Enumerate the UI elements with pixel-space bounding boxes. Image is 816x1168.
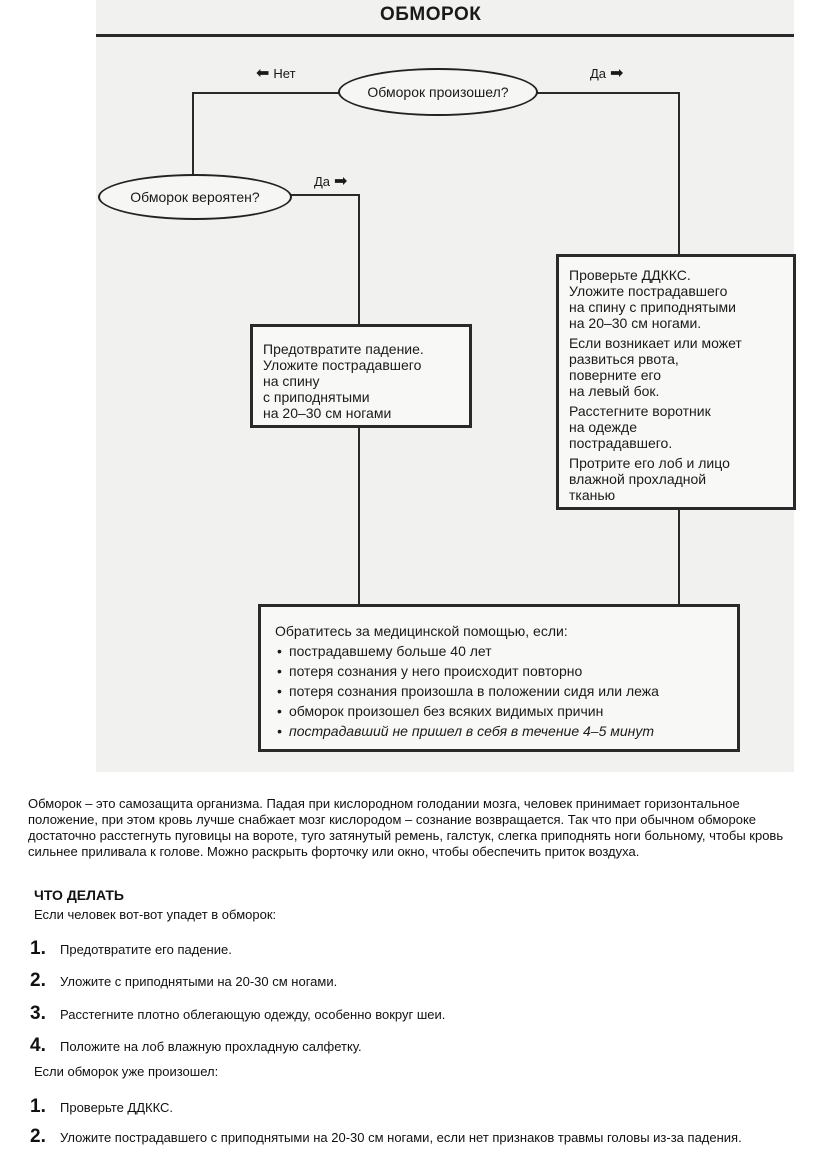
yes-label: Да ➡ (590, 64, 624, 82)
flowchart-title: ОБМОРОК (380, 4, 482, 25)
before-fainting-intro: Если человек вот-вот упадет в обморок: (34, 907, 277, 922)
connector-no-horizontal (192, 92, 342, 94)
before-step-4: 4. Положите на лоб влажную прохладную салфетку. (30, 1035, 362, 1056)
question-probable-oval: Обморок вероятен? (98, 174, 292, 220)
section-heading: ЧТО ДЕЛАТЬ (34, 887, 124, 903)
after-fainting-intro: Если обморок уже произошел: (34, 1064, 219, 1079)
prevent-fall-box: Предотвратите падение. Уложите пострадавшего на спину с приподнятыми на 20–30 см ногами (250, 324, 472, 428)
title-rule (96, 34, 794, 37)
no-label: ⬅ Нет (256, 64, 296, 82)
connector-check-down (678, 508, 680, 604)
connector-yes-vertical (678, 92, 680, 254)
after-step-1: 1. Проверьте ДДККС. (30, 1096, 174, 1117)
connector-prevent-down (358, 426, 360, 604)
medical-item: • обморок произошел без всяких видимых причин (275, 701, 723, 721)
after-step-2: 2. Уложите пострадавшего с приподнятыми на 20-30 см ногами, если нет признаков травмы головы из-за падения. (30, 1126, 742, 1147)
connector-probable-right (286, 194, 360, 196)
arrow-right-icon: ➡ (610, 64, 624, 82)
arrow-right-icon: ➡ (334, 172, 348, 190)
connector-probable-down (358, 194, 360, 324)
before-step-3: 3. Расстегните плотно облегающую одежду, особенно вокруг шеи. (30, 1003, 446, 1024)
question-occurred-oval: Обморок произошел? (338, 68, 538, 116)
connector-no-vertical (192, 92, 194, 184)
medical-item: • пострадавшему больше 40 лет (275, 641, 723, 661)
before-step-1: 1. Предотвратите его падение. (30, 938, 232, 959)
medical-heading: Обратитесь за медицинской помощью, если: (275, 623, 568, 639)
seek-medical-help-box (258, 604, 740, 752)
medical-item: • пострадавший не пришел в себя в течение 4–5 минут (275, 721, 723, 741)
medical-item: • потеря сознания произошла в положении сидя или лежа (275, 681, 723, 701)
check-vitals-box: Проверьте ДДККС. Уложите пострадавшего на спину с приподнятыми на 20–30 см ногами. Если возникает или может развиться рвота, поверните его на левый бок. Расстегните воротник на одежде пострадавшего. Протрите его лоб и лицо влажной прохладной тканью (556, 254, 796, 510)
intro-paragraph: Обморок – это самозащита организма. Падая при кислородном голодании мозга, человек принимает горизонтальное положение, при этом кровь лучше снабжает мозг кислородом – сознание возвращается. Так что при обычном обмороке достаточно расстегнуть пуговицы на вороте, туго затянутый ремень, галстук, слегка приподнять ноги больному, чтобы кровь сильнее приливала к голове. Можно раскрыть форточку или окно, чтобы обеспечить приток воздуха. (28, 796, 784, 859)
yes-label-2: Да ➡ (314, 172, 348, 190)
medical-item: • потеря сознания у него происходит повторно (275, 661, 723, 681)
connector-yes-horizontal (532, 92, 680, 94)
arrow-left-icon: ⬅ (256, 64, 270, 82)
before-step-2: 2. Уложите с приподнятыми на 20-30 см ногами. (30, 970, 338, 991)
